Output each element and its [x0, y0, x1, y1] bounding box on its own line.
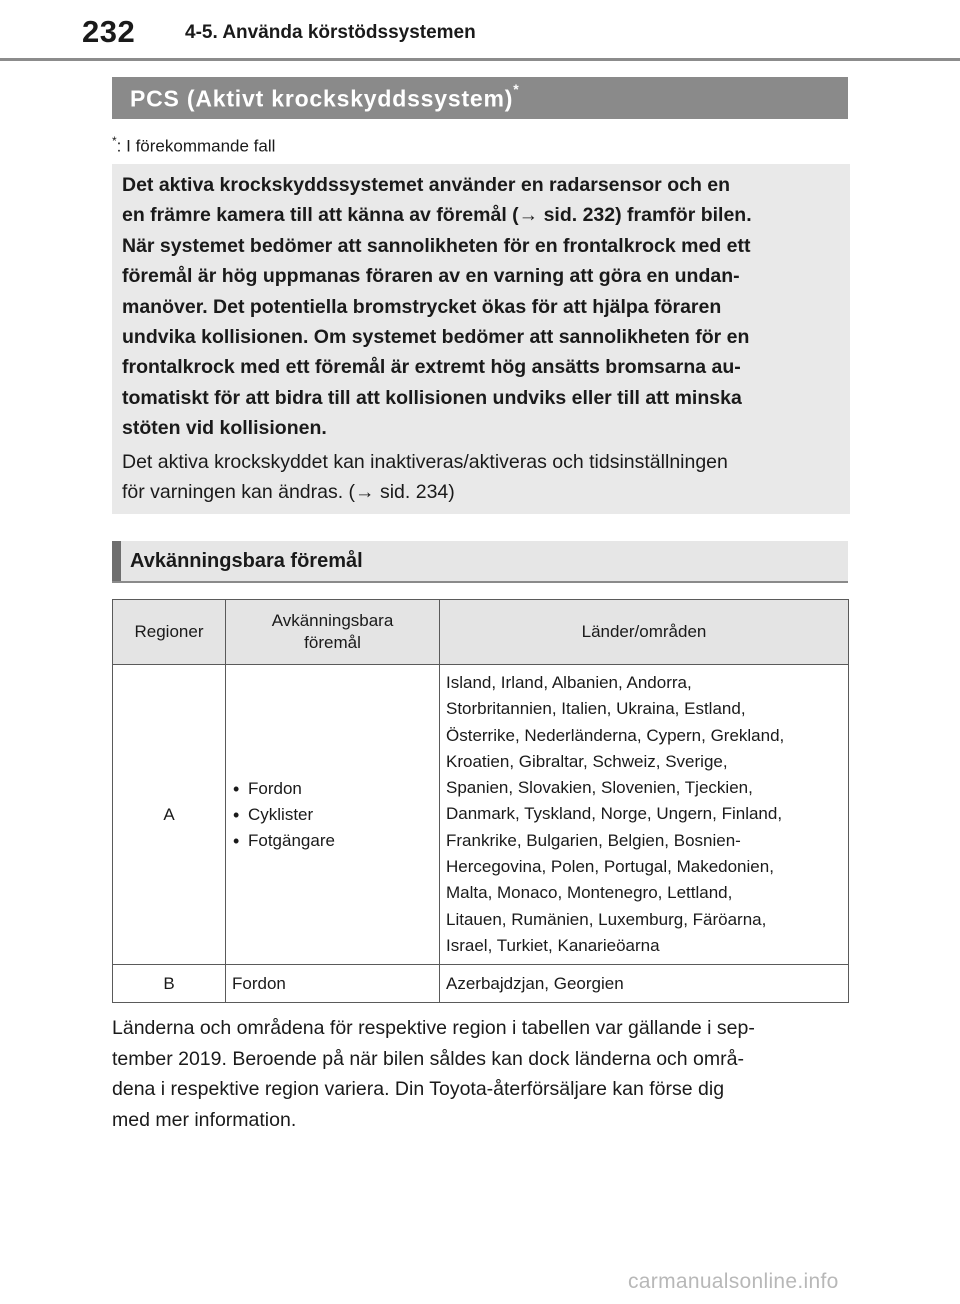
info-line: för varningen kan ändras. (→ sid. 234) [122, 481, 455, 504]
countries-line: Österrike, Nederländerna, Cypern, Grekland, [446, 725, 785, 745]
info-line: Det aktiva krockskyddssystemet använder en radarsensor och en [122, 174, 731, 196]
table-header-row [113, 600, 849, 665]
page-number: 232 [82, 14, 136, 49]
countries-cell: Azerbajdzjan, Georgien [440, 965, 849, 1003]
closing-line: tember 2019. Beroende på när bilen såldes kan dock länderna och områ- [112, 1047, 744, 1070]
objects-cell [226, 665, 440, 965]
countries-line: Island, Irland, Albanien, Andorra, [446, 673, 692, 692]
info-line: manöver. Det potentiella bromstrycket ökas för att hjälpa föraren [122, 295, 722, 318]
footnote [112, 134, 275, 157]
countries-line: Kroatien, Gibraltar, Schweiz, Sverige, [446, 751, 728, 771]
info-line: stöten vid kollisionen. [122, 417, 327, 440]
header-countries: Länder/områden [440, 600, 849, 665]
countries-line: Malta, Monaco, Montenegro, Lettland, [446, 883, 733, 903]
info-box [112, 164, 850, 514]
info-line: Det aktiva krockskyddet kan inaktiveras/aktiveras och tidsinställningen [122, 451, 728, 473]
header-objects: Avkänningsbara föremål [226, 600, 440, 665]
list-item: • Fotgängare [233, 828, 438, 854]
subsection-heading [112, 541, 848, 583]
closing-line: dena i respektive region variera. Din Toyota-återförsäljare kan förse dig [112, 1078, 725, 1100]
page-header [0, 0, 960, 62]
region-cell: A [113, 665, 226, 965]
section-footnote-marker: * [513, 81, 520, 97]
subsection-title: Avkänningsbara föremål [130, 550, 363, 572]
section-title: PCS (Aktivt krockskyddssystem)* [130, 81, 520, 112]
list-item: • Fordon [233, 776, 438, 802]
countries-cell [440, 665, 849, 965]
info-line: en främre kamera till att känna av föremål (→ sid. 232) framför bilen. [122, 204, 752, 227]
info-line: undvika kollisionen. Om systemet bedömer att sannolikheten för en [122, 326, 750, 349]
closing-paragraph [112, 1013, 852, 1135]
list-item: • Cyklister [233, 802, 438, 828]
footnote-marker: * [112, 134, 117, 148]
countries-line: Hercegovina, Polen, Portugal, Makedonien, [446, 857, 774, 877]
subsection-underline [112, 581, 848, 583]
section-title-bar [112, 77, 848, 119]
table-row [113, 965, 849, 1003]
objects-list [227, 776, 438, 854]
countries-line: Spanien, Slovakien, Slovenien, Tjeckien, [446, 778, 753, 798]
countries-line: Storbritannien, Italien, Ukraina, Estland, [446, 699, 746, 719]
info-line: föremål är hög uppmanas föraren av en varning att göra en undan- [122, 265, 740, 288]
info-paragraph-bold [122, 170, 842, 444]
info-paragraph [122, 447, 842, 508]
header-regions: Regioner [113, 600, 226, 665]
closing-line: med mer information. [112, 1108, 297, 1131]
header-rule [0, 58, 960, 61]
regions-table [112, 599, 849, 1003]
watermark: carmanualsonline.info [628, 1270, 839, 1293]
region-cell: B [113, 965, 226, 1003]
countries-line: Litauen, Rumänien, Luxemburg, Färöarna, [446, 909, 767, 929]
closing-line: Länderna och områdena för respektive region i tabellen var gällande i sep- [112, 1017, 755, 1039]
subsection-accent-bar [112, 541, 121, 583]
chapter-title: 4-5. Använda körstödssystemen [185, 22, 476, 43]
objects-cell: Fordon [226, 965, 440, 1003]
countries-line: Danmark, Tyskland, Norge, Ungern, Finland, [446, 804, 783, 824]
countries-line: Israel, Turkiet, Kanarieöarna [446, 935, 660, 955]
info-line: När systemet bedömer att sannolikheten för en frontalkrock med ett [122, 234, 751, 257]
footnote-text: : I förekommande fall [116, 136, 276, 156]
table-row [113, 665, 849, 965]
info-line: tomatiskt för att bidra till att kollisionen undviks eller till att minska [122, 386, 742, 409]
countries-line: Frankrike, Bulgarien, Belgien, Bosnien- [446, 830, 741, 850]
info-line: frontalkrock med ett föremål är extremt hög ansätts bromsarna au- [122, 356, 741, 379]
